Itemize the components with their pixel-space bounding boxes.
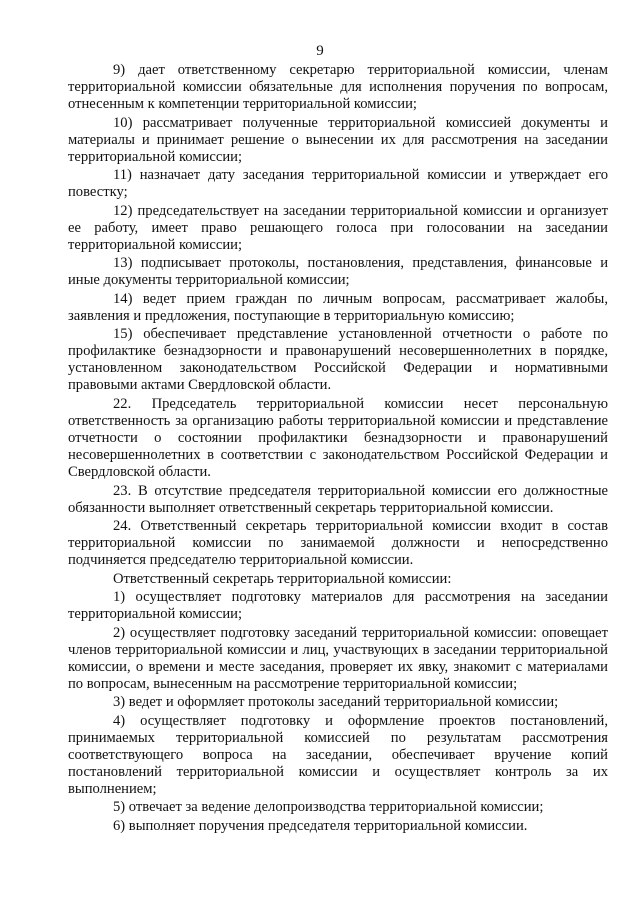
document-body <box>68 62 608 836</box>
paragraph: 10) рассматривает полученные территориальной комиссией документы и материалы и принимает решение о вынесении их для рассмотрения на заседании территориальной комиссии; <box>68 114 608 165</box>
paragraph: 22. Председатель территориальной комиссии несет персональную ответственность за организацию работы территориальной комиссии и представление отчетности о состоянии профилактики безнадзорности и правонарушений несовершеннолетних в соответствии с законодательством Российской Федерации и Свердловской области. <box>68 395 608 481</box>
paragraph: 4) осуществляет подготовку и оформление проектов постановлений, принимаемых территориальной комиссией по результатам рассмотрения соответствующего вопроса на заседании, обеспечивает вручение копий постановлений территориальной комиссии и осуществляет контроль за их выполнением; <box>68 712 608 797</box>
paragraph: 12) председательствует на заседании территориальной комиссии и организует ее работу, имеет право решающего голоса при голосовании на заседании территориальной комиссии; <box>68 202 608 253</box>
paragraph: 5) отвечает за ведение делопроизводства территориальной комиссии; <box>113 799 544 816</box>
paragraph: 24. Ответственный секретарь территориальной комиссии входит в состав территориальной комиссии по занимаемой должности и непосредственно подчиняется председателю территориальной комиссии. <box>68 518 608 569</box>
page-number: 9 <box>316 43 324 59</box>
paragraph: 6) выполняет поручения председателя территориальной комиссии. <box>113 817 528 834</box>
paragraph: 23. В отсутствие председателя территориальной комиссии его должностные обязанности выполняет ответственный секретарь территориальной комиссии. <box>68 482 608 516</box>
paragraph: Ответственный секретарь территориальной комиссии: <box>113 570 452 587</box>
paragraph: 1) осуществляет подготовку материалов для рассмотрения на заседании территориальной комиссии; <box>68 589 608 623</box>
paragraph: 13) подписывает протоколы, постановления, представления, финансовые и иные документы территориальной комиссии; <box>68 255 608 289</box>
paragraph: 14) ведет прием граждан по личным вопросам, рассматривает жалобы, заявления и предложения, поступающие в территориальную комиссию; <box>68 290 608 324</box>
paragraph: 11) назначает дату заседания территориальной комиссии и утверждает его повестку; <box>68 167 608 201</box>
paragraph: 3) ведет и оформляет протоколы заседаний территориальной комиссии; <box>113 694 559 711</box>
paragraph: 9) дает ответственному секретарю территориальной комиссии, членам территориальной комиссии обязательные для исполнения поручения по вопросам, отнесенным к компетенции территориальной комиссии; <box>68 62 608 113</box>
paragraph: 15) обеспечивает представление установленной отчетности о работе по профилактике безнадзорности и правонарушений несовершеннолетних в порядке, установленном законодательством Российской Федерации и нормативными правовыми актами Свердловской области. <box>68 326 608 394</box>
paragraph: 2) осуществляет подготовку заседаний территориальной комиссии: оповещает членов территориальной комиссии и лиц, участвующих в заседании территориальной комиссии, о времени и месте заседания, проверяет их явку, знакомит с материалами по вопросам, вынесенным на рассмотрение территориальной комиссии; <box>68 624 608 692</box>
